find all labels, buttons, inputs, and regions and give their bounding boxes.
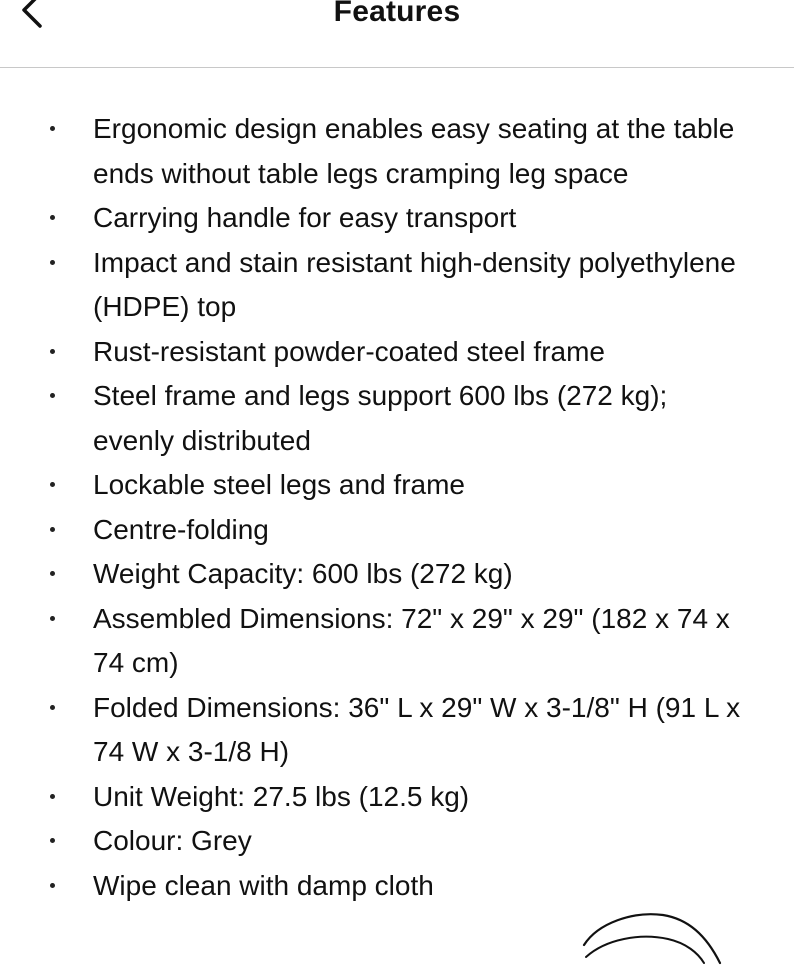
scribble-mark (578, 905, 728, 965)
page-title: Features (333, 0, 461, 28)
feature-text: Steel frame and legs support 600 lbs (272 kg); evenly distributed (93, 380, 668, 456)
feature-text: Ergonomic design enables easy seating at the table ends without table legs cramping leg space (93, 113, 735, 189)
feature-text: Lockable steel legs and frame (93, 469, 465, 500)
list-item (0, 241, 794, 330)
header-bar (0, 0, 794, 68)
list-item (0, 864, 794, 909)
list-item (0, 374, 794, 463)
bullet-icon (50, 527, 55, 532)
list-item (0, 508, 794, 553)
bullet-icon (50, 616, 55, 621)
bullet-icon (50, 215, 55, 220)
list-item (0, 330, 794, 375)
feature-text: Unit Weight: 27.5 lbs (12.5 kg) (93, 780, 470, 812)
list-item (0, 775, 794, 820)
list-item (0, 552, 794, 597)
feature-text: Colour: Grey (93, 825, 252, 856)
feature-text: Assembled Dimensions: 72" x 29" x 29" (182 x 74 x 74 cm) (93, 602, 730, 678)
bullet-icon (50, 349, 55, 354)
feature-text: Carrying handle for easy transport (93, 202, 517, 233)
bullet-icon (50, 794, 55, 799)
bullet-icon (50, 260, 55, 265)
bullet-icon (50, 571, 55, 576)
feature-text: Wipe clean with damp cloth (93, 869, 434, 901)
list-item (0, 597, 794, 686)
bullet-icon (50, 838, 55, 843)
list-item (0, 686, 794, 775)
list-item (0, 463, 794, 508)
bullet-icon (50, 126, 55, 131)
feature-text: Centre-folding (93, 513, 269, 545)
bullet-icon (50, 482, 55, 487)
list-item (0, 819, 794, 864)
list-item (0, 107, 794, 196)
feature-text: Rust-resistant powder-coated steel frame (93, 335, 605, 367)
features-list (0, 107, 794, 908)
feature-text: Impact and stain resistant high-density polyethylene (HDPE) top (93, 246, 736, 322)
feature-text: Folded Dimensions: 36" L x 29" W x 3-1/8" H (91 L x 74 W x 3-1/8 H) (93, 691, 741, 767)
list-item (0, 196, 794, 241)
bullet-icon (50, 883, 55, 888)
bullet-icon (50, 393, 55, 398)
bullet-icon (50, 705, 55, 710)
feature-text: Weight Capacity: 600 lbs (272 kg) (93, 558, 513, 589)
